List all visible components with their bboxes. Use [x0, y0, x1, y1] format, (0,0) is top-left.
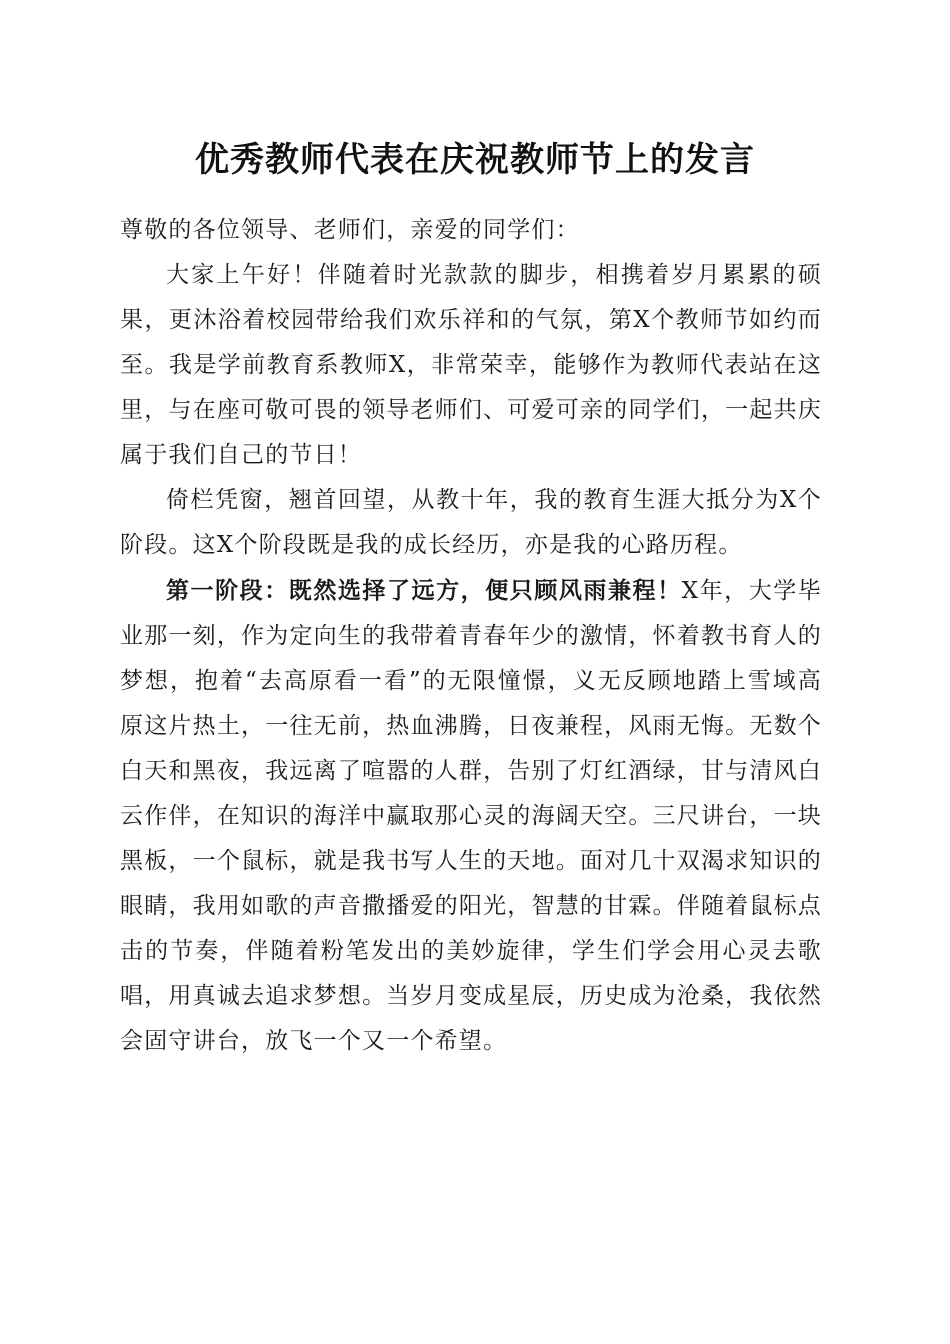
- paragraph-review: [120, 478, 822, 568]
- document-title: 优秀教师代表在庆祝教师节上的发言: [195, 140, 755, 180]
- paragraph-text: 大家上午好！伴随着时光款款的脚步，相携着岁月累累的硕果，更沐浴着校园带给我们欢乐祥和的气氛，第X个教师节如约而至。我是学前教育系教师X，非常荣幸，能够作为教师代表站在这里，与在座可敬可畏的领导老师们、可爱可亲的同学们，一起共庆属于我们自己的节日！: [120, 262, 822, 468]
- paragraph-stage-one: [120, 568, 822, 1064]
- stage-heading: 第一阶段：既然选择了远方，便只顾风雨兼程！: [166, 577, 682, 604]
- paragraph-text: X年，大学毕业那一刻，作为定向生的我带着青春年少的激情，怀着教书育人的梦想，抱着“去高原看一看”的无限憧憬，义无反顾地踏上雪域高原这片热土，一往无前，热血沸腾，日夜兼程，风雨无悔。无数个白天和黑夜，我远离了喧嚣的人群，告别了灯红酒绿，甘与清风白云作伴，在知识的海洋中赢取那心灵的海阔天空。三尺讲台，一块黑板，一个鼠标，就是我书写人生的天地。面对几十双渴求知识的眼睛，我用如歌的声音撒播爱的阳光，智慧的甘霖。伴随着鼠标点击的节奏，伴随着粉笔发出的美妙旋律，学生们学会用心灵去歌唱，用真诚去追求梦想。当岁月变成星辰，历史成为沧桑，我依然会固守讲台，放飞一个又一个希望。: [120, 578, 823, 1054]
- salutation: 尊敬的各位领导、老师们，亲爱的同学们：: [120, 217, 580, 243]
- document-body: [120, 208, 822, 1064]
- paragraph-greeting: [120, 253, 822, 478]
- paragraph-text: 倚栏凭窗，翘首回望，从教十年，我的教育生涯大抵分为X个阶段。这X个阶段既是我的成长经历，亦是我的心路历程。: [120, 487, 822, 558]
